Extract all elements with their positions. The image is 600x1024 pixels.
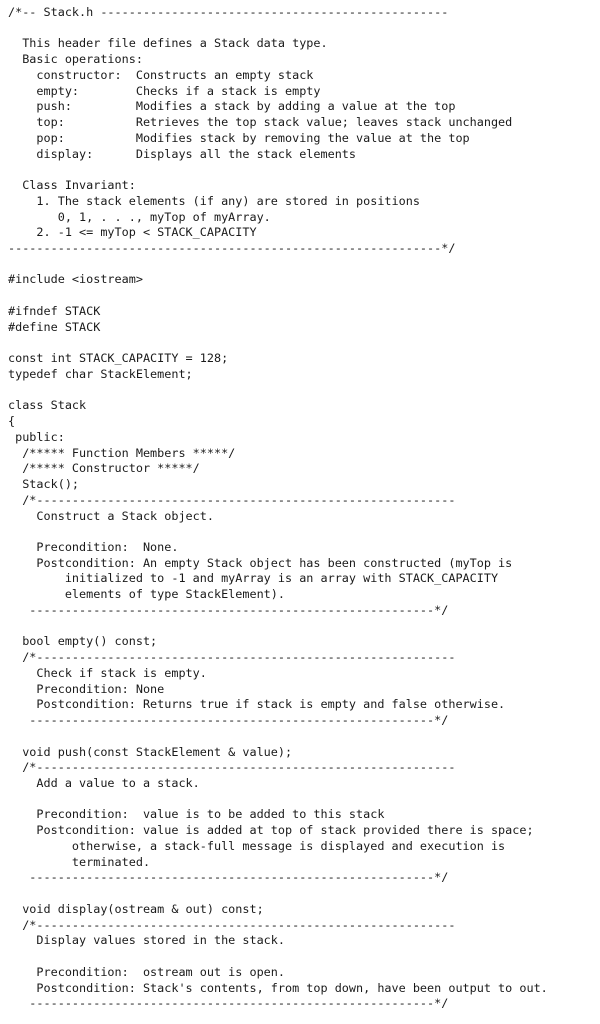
code-line bbox=[8, 162, 600, 178]
code-line: elements of type StackElement). bbox=[8, 587, 285, 602]
code-line: top: Retrieves the top stack value; leaves stack unchanged bbox=[8, 115, 513, 130]
code-line: initialized to -1 and myArray is an array with STACK_CAPACITY bbox=[8, 571, 499, 586]
code-line: void display(ostream & out) const; bbox=[8, 901, 264, 916]
code-line: ---------------------------------------------------------*/ bbox=[8, 602, 449, 617]
code-line: ---------------------------------------------------------*/ bbox=[8, 713, 449, 728]
code-line: /*-- Stack.h ------------------------------------------------- bbox=[8, 5, 449, 19]
code-line bbox=[8, 886, 600, 902]
code-line: /*----------------------------------------------------------- bbox=[8, 492, 456, 507]
code-line: class Stack bbox=[8, 398, 87, 413]
code-line: public: bbox=[8, 429, 65, 444]
code-line bbox=[8, 792, 600, 808]
code-line bbox=[8, 949, 600, 965]
code-line: Postcondition: Returns true if stack is empty and false otherwise. bbox=[8, 697, 506, 712]
code-line: { bbox=[8, 414, 16, 429]
code-line: Postcondition: An empty Stack object has been constructed (myTop is bbox=[8, 555, 513, 570]
code-line: 1. The stack elements (if any) are stored in positions bbox=[8, 193, 420, 208]
code-line: Display values stored in the stack. bbox=[8, 933, 285, 948]
code-line: Basic operations: bbox=[8, 52, 143, 67]
code-line: #include <iostream> bbox=[8, 272, 143, 287]
code-line: /*----------------------------------------------------------- bbox=[8, 760, 456, 775]
code-line: -------------------------------------------------------------*/ bbox=[8, 241, 456, 256]
code-line: Check if stack is empty. bbox=[8, 665, 207, 680]
code-line: #ifndef STACK bbox=[8, 303, 101, 318]
code-line: /***** Function Members *****/ bbox=[8, 445, 236, 460]
code-line: empty: Checks if a stack is empty bbox=[8, 83, 321, 98]
code-line: /*----------------------------------------------------------- bbox=[8, 917, 456, 932]
code-line: 2. -1 <= myTop < STACK_CAPACITY bbox=[8, 225, 257, 240]
code-line: pop: Modifies stack by removing the value at the top bbox=[8, 130, 470, 145]
code-line: constructor: Constructs an empty stack bbox=[8, 67, 314, 82]
code-line bbox=[8, 383, 600, 399]
code-line: Precondition: None. bbox=[8, 539, 179, 554]
code-line: /*----------------------------------------------------------- bbox=[8, 650, 456, 665]
code-line: display: Displays all the stack elements bbox=[8, 146, 357, 161]
code-line bbox=[8, 335, 600, 351]
code-line: Add a value to a stack. bbox=[8, 775, 200, 790]
code-line: Precondition: ostream out is open. bbox=[8, 964, 285, 979]
code-line: ---------------------------------------------------------*/ bbox=[8, 870, 449, 885]
code-line bbox=[8, 21, 600, 37]
code-line: This header file defines a Stack data type. bbox=[8, 36, 328, 51]
code-line bbox=[8, 257, 600, 273]
code-line: 0, 1, . . ., myTop of myArray. bbox=[8, 209, 271, 224]
code-line: Stack(); bbox=[8, 477, 80, 492]
code-line: typedef char StackElement; bbox=[8, 366, 193, 381]
code-line: otherwise, a stack-full message is displayed and execution is bbox=[8, 838, 506, 853]
code-line bbox=[8, 619, 600, 635]
code-line bbox=[8, 524, 600, 540]
code-line: bool empty() const; bbox=[8, 634, 158, 649]
code-line: terminated. bbox=[8, 854, 151, 869]
code-line: Precondition: value is to be added to this stack bbox=[8, 807, 385, 822]
code-line: void push(const StackElement & value); bbox=[8, 744, 293, 759]
code-line: const int STACK_CAPACITY = 128; bbox=[8, 351, 229, 366]
code-line: /***** Constructor *****/ bbox=[8, 461, 200, 476]
code-line: ---------------------------------------------------------*/ bbox=[8, 996, 449, 1011]
code-line: Postcondition: Stack's contents, from top down, have been output to out. bbox=[8, 980, 548, 995]
code-line: Precondition: None bbox=[8, 681, 165, 696]
code-line: Construct a Stack object. bbox=[8, 508, 214, 523]
code-line bbox=[8, 729, 600, 745]
code-line bbox=[8, 288, 600, 304]
code-line: #define STACK bbox=[8, 319, 101, 334]
code-line: Class Invariant: bbox=[8, 178, 136, 193]
code-line: Postcondition: value is added at top of stack provided there is space; bbox=[8, 823, 534, 838]
source-code-listing bbox=[0, 5, 600, 1012]
code-line: push: Modifies a stack by adding a value at the top bbox=[8, 99, 456, 114]
